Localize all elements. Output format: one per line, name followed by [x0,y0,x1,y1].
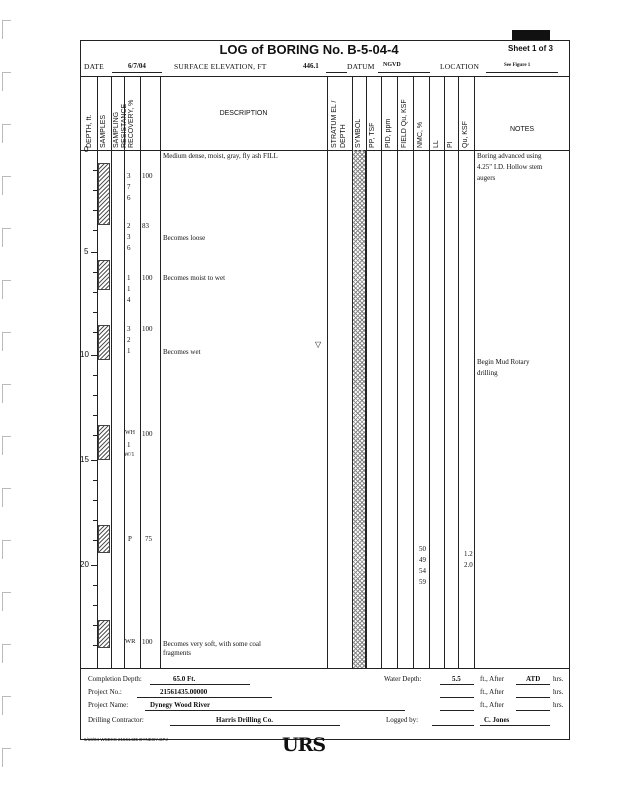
sampler-bar [98,525,110,553]
log-frame [80,40,570,740]
project-name-value: Dynegy Wood River [150,701,211,709]
recovery-value: 83 [142,222,149,230]
binder-hole [2,748,11,767]
depth-label: 5 [84,247,89,256]
sampling-resistance: P [128,535,132,543]
surface-elevation-value: 446.1 [303,62,319,70]
depth-tick [93,415,97,416]
depth-tick [93,605,97,606]
nmc-value: 59 [419,578,426,586]
depth-tick [93,150,97,151]
underline [150,684,250,685]
after-label: ft., After [480,688,504,696]
depth-label: 10 [80,350,89,359]
location-value: See Figure 1 [504,63,531,68]
depth-tick [93,395,97,396]
sampling-resistance: 6 [127,244,131,252]
nmc-value: 49 [419,556,426,564]
header-bottom-rule [80,150,570,151]
sampling-resistance: 1 [127,441,131,449]
underline [432,725,474,726]
sampling-resistance: WR [125,638,136,645]
col-depth-header: DEPTH, ft. [86,114,93,148]
depth-tick [91,565,97,566]
column-divider [474,76,475,668]
sampling-resistance: 1 [127,347,131,355]
underline [137,697,272,698]
binder-hole [2,384,11,403]
binder-hole [2,124,11,143]
water-depth-value: 5.5 [452,675,461,683]
binder-hole [2,72,11,91]
qu-value: 2.0 [464,561,473,569]
surface-elevation-label: SURFACE ELEVATION, FT [174,62,267,71]
depth-tick [91,460,97,461]
sampling-resistance: 6 [127,194,131,202]
underline [516,684,550,685]
sampling-resistance: 1 [127,274,131,282]
depth-label: 0 [84,145,89,154]
depth-tick [93,332,97,333]
notes-text: Begin Mud Rotary [477,358,530,366]
underline [378,72,430,73]
depth-tick [93,375,97,376]
nmc-value: 54 [419,567,426,575]
underline [170,725,340,726]
qu-value: 1.2 [464,550,473,558]
column-divider [140,76,141,668]
column-divider [366,76,367,668]
binder-hole [2,436,11,455]
hrs-label: hrs. [553,688,564,696]
sampler-bar [98,163,110,225]
water-level-icon: ▽ [315,340,322,349]
column-divider [413,76,414,668]
after-label: ft., After [480,701,504,709]
recovery-value: 75 [145,535,152,543]
underline [486,72,558,73]
table-bottom-rule [80,668,570,669]
col-stratum-header: STRATUM EL / DEPTH [331,100,347,148]
column-divider [444,76,445,668]
soil-symbol-hatch [352,150,366,668]
depth-tick [93,190,97,191]
sampling-resistance: 2 [127,336,131,344]
completion-depth-value: 65.0 Ft. [173,675,196,683]
description-text: Becomes very soft, with some coal [163,640,261,648]
col-pid-header: PID, ppm [385,118,392,148]
logged-by-label: Logged by: [386,716,419,724]
notes-text: 4.25" I.D. Hollow stem [477,163,543,171]
description-text: Becomes loose [163,234,206,242]
col-description-header: DESCRIPTION [219,110,268,117]
recovery-value: 100 [142,274,153,282]
col-samples-header: SAMPLES [100,114,107,148]
depth-label: 15 [80,455,89,464]
binder-hole [2,176,11,195]
binder-hole [2,696,11,715]
sampling-resistance: 3 [127,172,131,180]
depth-tick [93,435,97,436]
page-title: LOG of BORING No. B-5-04-4 [219,42,399,57]
binder-hole [2,592,11,611]
water-depth-label: Water Depth: [384,675,422,683]
col-recovery-header: RECOVERY, % [128,99,135,148]
column-divider [381,76,382,668]
description-text: Medium dense, moist, gray, fly ash FILL [163,152,278,160]
depth-label: 20 [80,560,89,569]
col-notes-header: NOTES [509,126,535,133]
underline [516,697,550,698]
sampler-bar [98,425,110,460]
recovery-value: 100 [142,430,153,438]
binder-hole [2,20,11,39]
hrs-label: hrs. [553,675,564,683]
col-pp-header: PP, TSF [369,122,376,148]
sampler-bar [98,325,110,360]
hrs-label: hrs. [553,701,564,709]
sampling-resistance: 1 [127,285,131,293]
location-label: LOCATION [440,62,480,71]
col-nmc-header: NMC, % [417,121,424,148]
depth-tick [93,585,97,586]
file-reference: 6/10/04 WCEXS 21561435 DYNEGY.GPJ [84,737,168,742]
notes-text: augers [477,174,496,182]
underline [440,684,474,685]
depth-tick [93,520,97,521]
col-field-qu-header: FIELD Qu, KSF [401,99,408,148]
date-value: 6/7/04 [128,62,146,70]
depth-tick [93,272,97,273]
binder-hole [2,488,11,507]
project-name-label: Project Name: [88,701,129,709]
depth-tick [93,645,97,646]
col-symbol-header: SYMBOL [355,118,362,148]
underline [112,72,162,73]
binder-hole [2,228,11,247]
logged-by-value: C. Jones [484,716,510,724]
column-divider [111,76,112,668]
datum-value: NGVD [383,62,401,68]
column-divider [160,76,161,668]
sampler-bar [98,260,110,290]
description-text: fragments [163,649,191,657]
depth-tick [93,292,97,293]
sampler-bar [98,620,110,648]
col-qu-header: Qu, KSF [462,121,469,148]
urs-logo: URS [282,734,326,756]
header-top-rule [80,76,570,77]
binder-hole [2,280,11,299]
column-divider [397,76,398,668]
sampling-resistance: 3 [127,325,131,333]
depth-tick [91,355,97,356]
depth-tick [93,312,97,313]
underline [145,710,405,711]
col-pi-header: PI [447,141,454,148]
notes-text: drilling [477,369,498,377]
project-no-value: 21561435.00000 [160,688,208,696]
depth-tick [93,625,97,626]
sheet-number: Sheet 1 of 3 [508,44,553,53]
description-text: Becomes moist to wet [163,274,226,282]
project-no-label: Project No.: [88,688,122,696]
depth-tick [93,210,97,211]
sampling-resistance: 2 [127,222,131,230]
black-tab [512,30,550,40]
after-label: ft., After [480,675,504,683]
binder-hole [2,332,11,351]
recovery-value: 100 [142,172,153,180]
sampling-resistance: 3 [127,233,131,241]
recovery-value: 100 [142,638,153,646]
depth-tick [93,480,97,481]
date-label: DATE [84,62,104,71]
completion-depth-label: Completion Depth: [88,675,142,683]
drilling-contractor-label: Drilling Contractor: [88,716,144,724]
underline [326,72,347,73]
datum-label: DATUM [347,62,375,71]
depth-tick [93,540,97,541]
notes-text: Boring advanced using [477,152,542,160]
column-divider [124,76,125,668]
sampling-resistance: 7 [127,183,131,191]
depth-tick [93,500,97,501]
underline [440,697,474,698]
after-value: ATD [526,675,541,683]
nmc-value: 50 [419,545,426,553]
sampling-resistance: W/1 [124,452,135,458]
depth-tick [93,230,97,231]
depth-tick [91,252,97,253]
drilling-contractor-value: Harris Drilling Co. [216,716,273,724]
depth-tick [93,170,97,171]
recovery-value: 100 [142,325,153,333]
description-text: Becomes wet [163,348,201,356]
col-resistance-header: SAMPLING RESISTANCE [113,103,128,148]
sampling-resistance: WH [125,430,135,436]
underline [480,725,550,726]
underline [516,710,550,711]
underline [440,710,474,711]
binder-hole [2,644,11,663]
binder-hole [2,540,11,559]
col-ll-header: LL [433,140,440,148]
sampling-resistance: 4 [127,296,131,304]
column-divider [458,76,459,668]
column-divider [327,76,328,668]
column-divider [429,76,430,668]
